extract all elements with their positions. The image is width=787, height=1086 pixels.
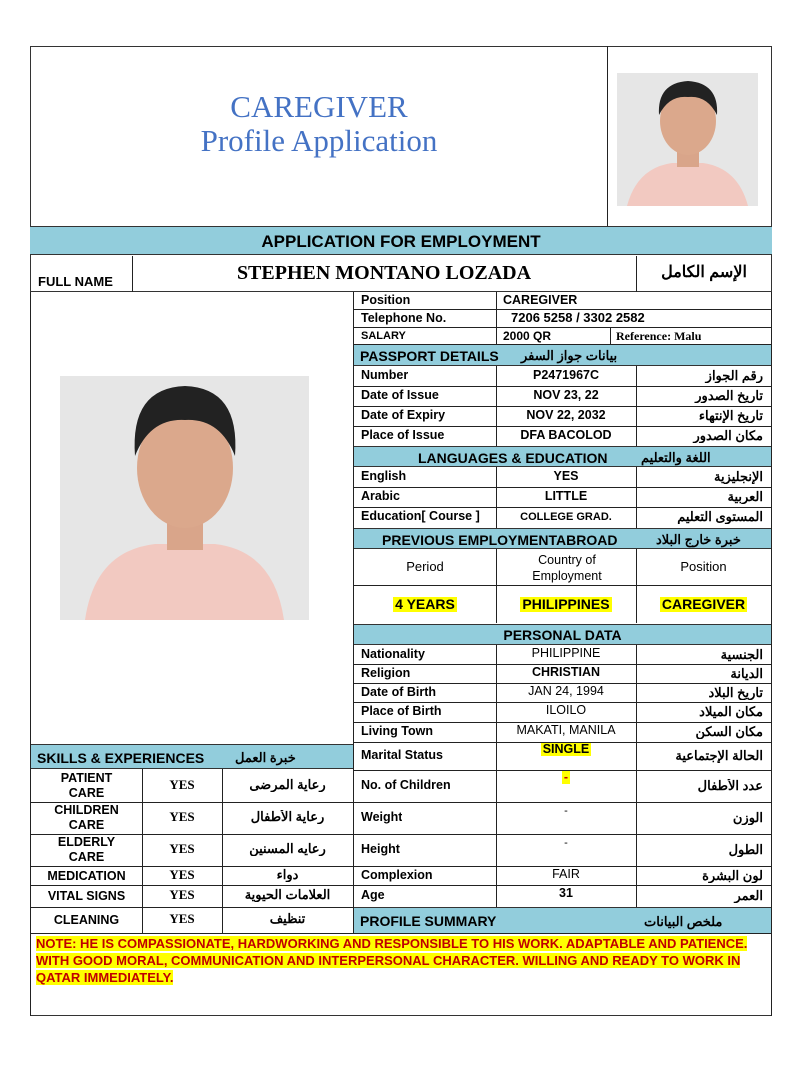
personal-row-label: Nationality [361, 648, 425, 661]
full-name-label-ar: الإسم الكامل [661, 264, 747, 281]
skill-row-value: YES [169, 912, 195, 926]
salary-label: SALARY [361, 330, 406, 342]
previous-col-country: Country of Employment [532, 553, 602, 583]
telephone-value: 7206 5258 / 3302 2582 [511, 311, 645, 325]
skill-row-ar: العلامات الحيوية [244, 888, 331, 902]
personal-row-value: 31 [559, 887, 573, 900]
previous-header [354, 528, 771, 549]
personal-row-value [496, 771, 636, 785]
passport-row-label: Date of Expiry [361, 409, 446, 422]
skill-row-ar: رعايه المسنين [249, 842, 326, 856]
skill-row-value: YES [169, 888, 195, 902]
previous-header-label-ar: خبرة خارج البلاد [656, 532, 741, 547]
profile-note-text: NOTE: HE IS COMPASSIONATE, HARDWORKING AND RESPONSIBLE TO HIS WORK. ADAPTABLE AND PATIENCE. WITH GOOD MORAL, COMMUNICATION AND INTERPERSONAL CHARACTER. WILLING AND READY TO WORK IN QATAR IMMEDIATELY. [36, 936, 748, 985]
skill-row-label: MEDICATION [47, 869, 126, 883]
personal-row-value: MAKATI, MANILA [516, 724, 616, 737]
languages-header-label-ar: اللغة والتعليم [641, 450, 711, 465]
passport-row-value: NOV 22, 2032 [526, 409, 606, 422]
full-name-label: FULL NAME [38, 275, 113, 289]
languages-header [354, 446, 771, 467]
previous-country-value: PHILIPPINES [522, 597, 610, 612]
previous-period [354, 597, 496, 612]
personal-row-label: Place of Birth [361, 705, 442, 718]
passport-row-label: Number [361, 369, 409, 382]
language-row-label: Education[ Course ] [361, 510, 480, 523]
application-banner: APPLICATION FOR EMPLOYMENT [30, 226, 772, 255]
language-row-label: Arabic [361, 490, 400, 503]
skill-row-label: VITAL SIGNS [47, 889, 126, 903]
previous-period-value: 4 YEARS [395, 597, 455, 612]
language-row-ar: الإنجليزية [713, 470, 763, 484]
skill-row-value: YES [169, 842, 195, 856]
personal-row-ar: الحالة الإجتماعية [675, 749, 763, 763]
passport-row-value: P2471967C [532, 369, 600, 382]
personal-row-ar: العمر [734, 889, 763, 903]
skill-row-ar: تنظيف [269, 912, 306, 926]
language-row-value: LITTLE [544, 490, 588, 503]
summary-header [354, 907, 771, 933]
telephone-label: Telephone No. [361, 312, 447, 325]
previous-col-position: Position [680, 560, 727, 574]
passport-header-label: PASSPORT DETAILS [360, 348, 499, 364]
personal-row-ar: الجنسية [720, 648, 763, 662]
personal-row-ar: الديانة [730, 667, 763, 681]
personal-row-value: CHRISTIAN [531, 666, 601, 679]
title-line1: CAREGIVER [230, 89, 408, 124]
passport-row-ar: تاريخ الصدور [695, 389, 763, 403]
position-label: Position [361, 294, 411, 307]
passport-row-ar: مكان الصدور [693, 429, 763, 443]
previous-position [636, 597, 771, 612]
personal-row-label: No. of Children [361, 779, 451, 792]
passport-row-value: NOV 23, 22 [533, 389, 599, 402]
personal-row-value: FAIR [552, 868, 580, 881]
skills-header-label: SKILLS & EXPERIENCES [37, 750, 205, 766]
personal-row-ar: الطول [728, 843, 763, 857]
personal-row-label: Living Town [361, 725, 433, 738]
skill-row-value: YES [169, 868, 195, 882]
skill-row-label: CHILDREN CARE [54, 803, 119, 832]
personal-row-ar: مكان الميلاد [699, 705, 763, 719]
skill-row-label: PATIENT CARE [60, 771, 113, 800]
profile-photo-small [617, 73, 758, 206]
previous-col-period: Period [406, 560, 444, 574]
passport-row-ar: تاريخ الإنتهاء [698, 409, 763, 423]
personal-row-ar: عدد الأطفال [697, 779, 763, 793]
personal-row-label: Age [361, 889, 385, 902]
skills-header-label-ar: خبرة العمل [235, 750, 296, 765]
previous-position-value: CAREGIVER [661, 597, 746, 612]
skill-row-ar: دواء [276, 868, 299, 882]
full-name-value: STEPHEN MONTANO LOZADA [236, 262, 532, 284]
personal-row-value: - [564, 837, 568, 849]
personal-row-ar: مكان السكن [695, 725, 763, 739]
previous-country [496, 597, 636, 612]
skill-row-value: YES [169, 810, 195, 824]
passport-row-label: Date of Issue [361, 389, 439, 402]
children-value: - [563, 771, 569, 784]
personal-row-value: PHILIPPINE [531, 647, 601, 660]
title-block [30, 90, 608, 158]
reference-value: Reference: Malu [616, 330, 702, 343]
language-row-value: COLLEGE GRAD. [520, 511, 612, 523]
skill-row-label: CLEANING [53, 913, 120, 927]
personal-row-label: Marital Status [361, 749, 443, 762]
previous-header-label: PREVIOUS EMPLOYMENTABROAD [382, 532, 618, 548]
position-value: CAREGIVER [503, 294, 578, 307]
skill-row-value: YES [169, 778, 195, 792]
title-line2: Profile Application [200, 123, 438, 158]
passport-row-label: Place of Issue [361, 429, 445, 442]
personal-row-ar: لون البشرة [702, 869, 763, 883]
personal-row-ar: تاريخ البلاد [708, 686, 763, 700]
personal-header: PERSONAL DATA [354, 624, 771, 645]
skill-row-ar: رعاية الأطفال [250, 810, 325, 824]
personal-row-value: - [564, 805, 568, 817]
marital-status-value: SINGLE [542, 743, 590, 756]
personal-row-label: Religion [361, 667, 411, 680]
passport-header-label-ar: بيانات جواز السفر [521, 348, 618, 363]
personal-row-label: Height [361, 843, 400, 856]
language-row-ar: العربية [727, 490, 763, 504]
language-row-ar: المستوى التعليم [677, 510, 763, 524]
summary-header-label-ar: ملخص البيانات [644, 914, 723, 929]
personal-row-label: Complexion [361, 869, 433, 882]
personal-row-value [496, 743, 636, 757]
summary-header-label: PROFILE SUMMARY [360, 913, 497, 929]
personal-row-ar: الوزن [732, 811, 763, 825]
language-row-value: YES [553, 470, 579, 483]
skills-header [31, 744, 353, 769]
passport-row-ar: رقم الجواز [705, 369, 763, 383]
skill-row-label: ELDERLY CARE [57, 835, 116, 864]
profile-photo-large [60, 376, 309, 620]
profile-note [36, 935, 768, 986]
personal-row-value: ILOILO [545, 704, 587, 717]
salary-value: 2000 QR [503, 330, 552, 343]
personal-row-label: Weight [361, 811, 403, 824]
personal-row-label: Date of Birth [361, 686, 436, 699]
passport-header [354, 345, 771, 366]
language-row-label: English [361, 470, 407, 483]
passport-row-value: DFA BACOLOD [520, 429, 612, 442]
personal-row-value: JAN 24, 1994 [528, 685, 604, 698]
languages-header-label: LANGUAGES & EDUCATION [418, 450, 608, 466]
skill-row-ar: رعاية المرضى [249, 778, 326, 792]
